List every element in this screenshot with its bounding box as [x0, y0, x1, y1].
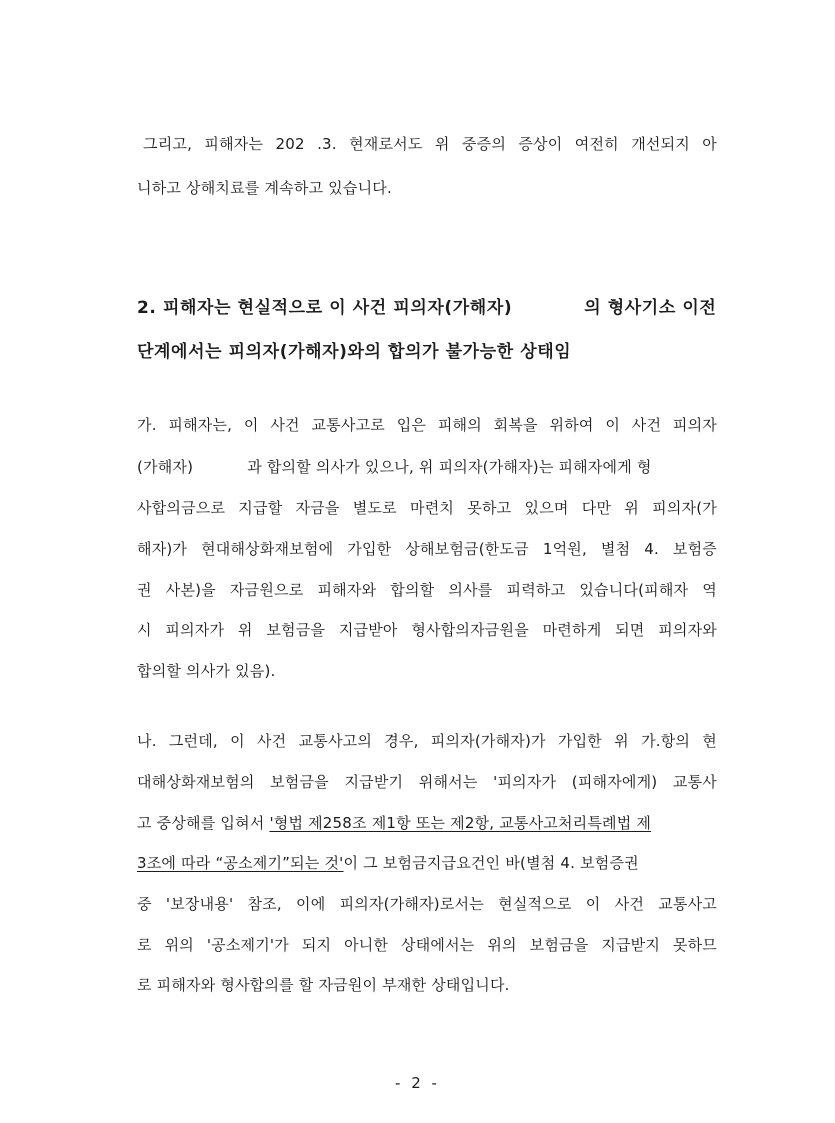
para-na-line-7: 로 피해자와 형사합의를 할 자금원이 부재한 상태입니다.	[137, 976, 510, 994]
para-ga-line-1: 가. 피해자는, 이 사건 교통사고로 입은 피해의 회복을 위하여 이 사건 피의자	[137, 416, 717, 434]
para-ga-line-2-part-1: (가해자)	[137, 458, 194, 476]
para-na-line-3	[137, 812, 717, 833]
para-ga-line-2	[137, 456, 717, 477]
intro-line-2: 니하고 상해치료를 계속하고 있습니다.	[137, 179, 392, 197]
section-heading-line-2: 단계에서는 피의자(가해자)와의 합의가 불가능한 상태임	[137, 342, 572, 362]
para-na-line-2: 대해상화재보험의 보험금을 지급받기 위해서는 '피의자가 (피해자에게) 교통사	[137, 773, 717, 791]
para-na-line-4-part-2: 이 그 보험금지급요건인 바(별첨 4. 보험증권	[343, 854, 639, 872]
intro-line-1: 그리고, 피해자는 202 .3. 현재로서도 위 중증의 증상이 여전히 개선되지 아	[143, 135, 717, 153]
para-na-line-4	[137, 852, 717, 873]
underlined-clause-1: '형법 제258조 제1항 또는 제2항, 교통사고처리특례법 제	[269, 814, 652, 832]
para-ga-line-4: 해자)가 현대해상화재보험에 가입한 상해보험금(한도금 1억원, 별첨 4. 보험증	[137, 540, 717, 558]
section-heading-part-2: 의 형사기소 이전	[584, 298, 717, 318]
para-na-line-1: 나. 그런데, 이 사건 교통사고의 경우, 피의자(가해자)가 가입한 위 가.항의 현	[137, 732, 717, 750]
para-ga-line-3: 사합의금으로 지급할 자금을 별도로 마련치 못하고 있으며 다만 위 피의자(가	[137, 499, 717, 517]
para-na-line-3-part-1: 고 중상해를 입혀서	[137, 814, 270, 832]
para-ga-line-2-part-2: 과 합의할 의사가 있으나, 위 피의자(가해자)는 피해자에게 형	[247, 458, 652, 476]
section-heading-part-1: 2. 피해자는 현실적으로 이 사건 피의자(가해자)	[137, 298, 513, 318]
section-heading-line-1	[137, 293, 717, 318]
para-na-line-6: 로 위의 '공소제기'가 되지 아니한 상태에서는 위의 보험금을 지급받지 못하므	[137, 936, 717, 954]
page-number: - 2 -	[395, 1074, 440, 1092]
para-na-line-5: 중 '보장내용' 참조, 이에 피의자(가해자)로서는 현실적으로 이 사건 교통사고	[137, 895, 717, 913]
para-ga-line-7: 합의할 의사가 있음).	[137, 662, 276, 680]
para-ga-line-6: 시 피의자가 위 보험금을 지급받아 형사합의자금원을 마련하게 되면 피의자와	[137, 621, 717, 639]
para-ga-line-5: 권 사본)을 자금원으로 피해자와 합의할 의사를 피력하고 있습니다(피해자 역	[137, 581, 717, 599]
underlined-clause-2: 3조에 따라 “공소제기”되는 것'	[137, 854, 344, 872]
